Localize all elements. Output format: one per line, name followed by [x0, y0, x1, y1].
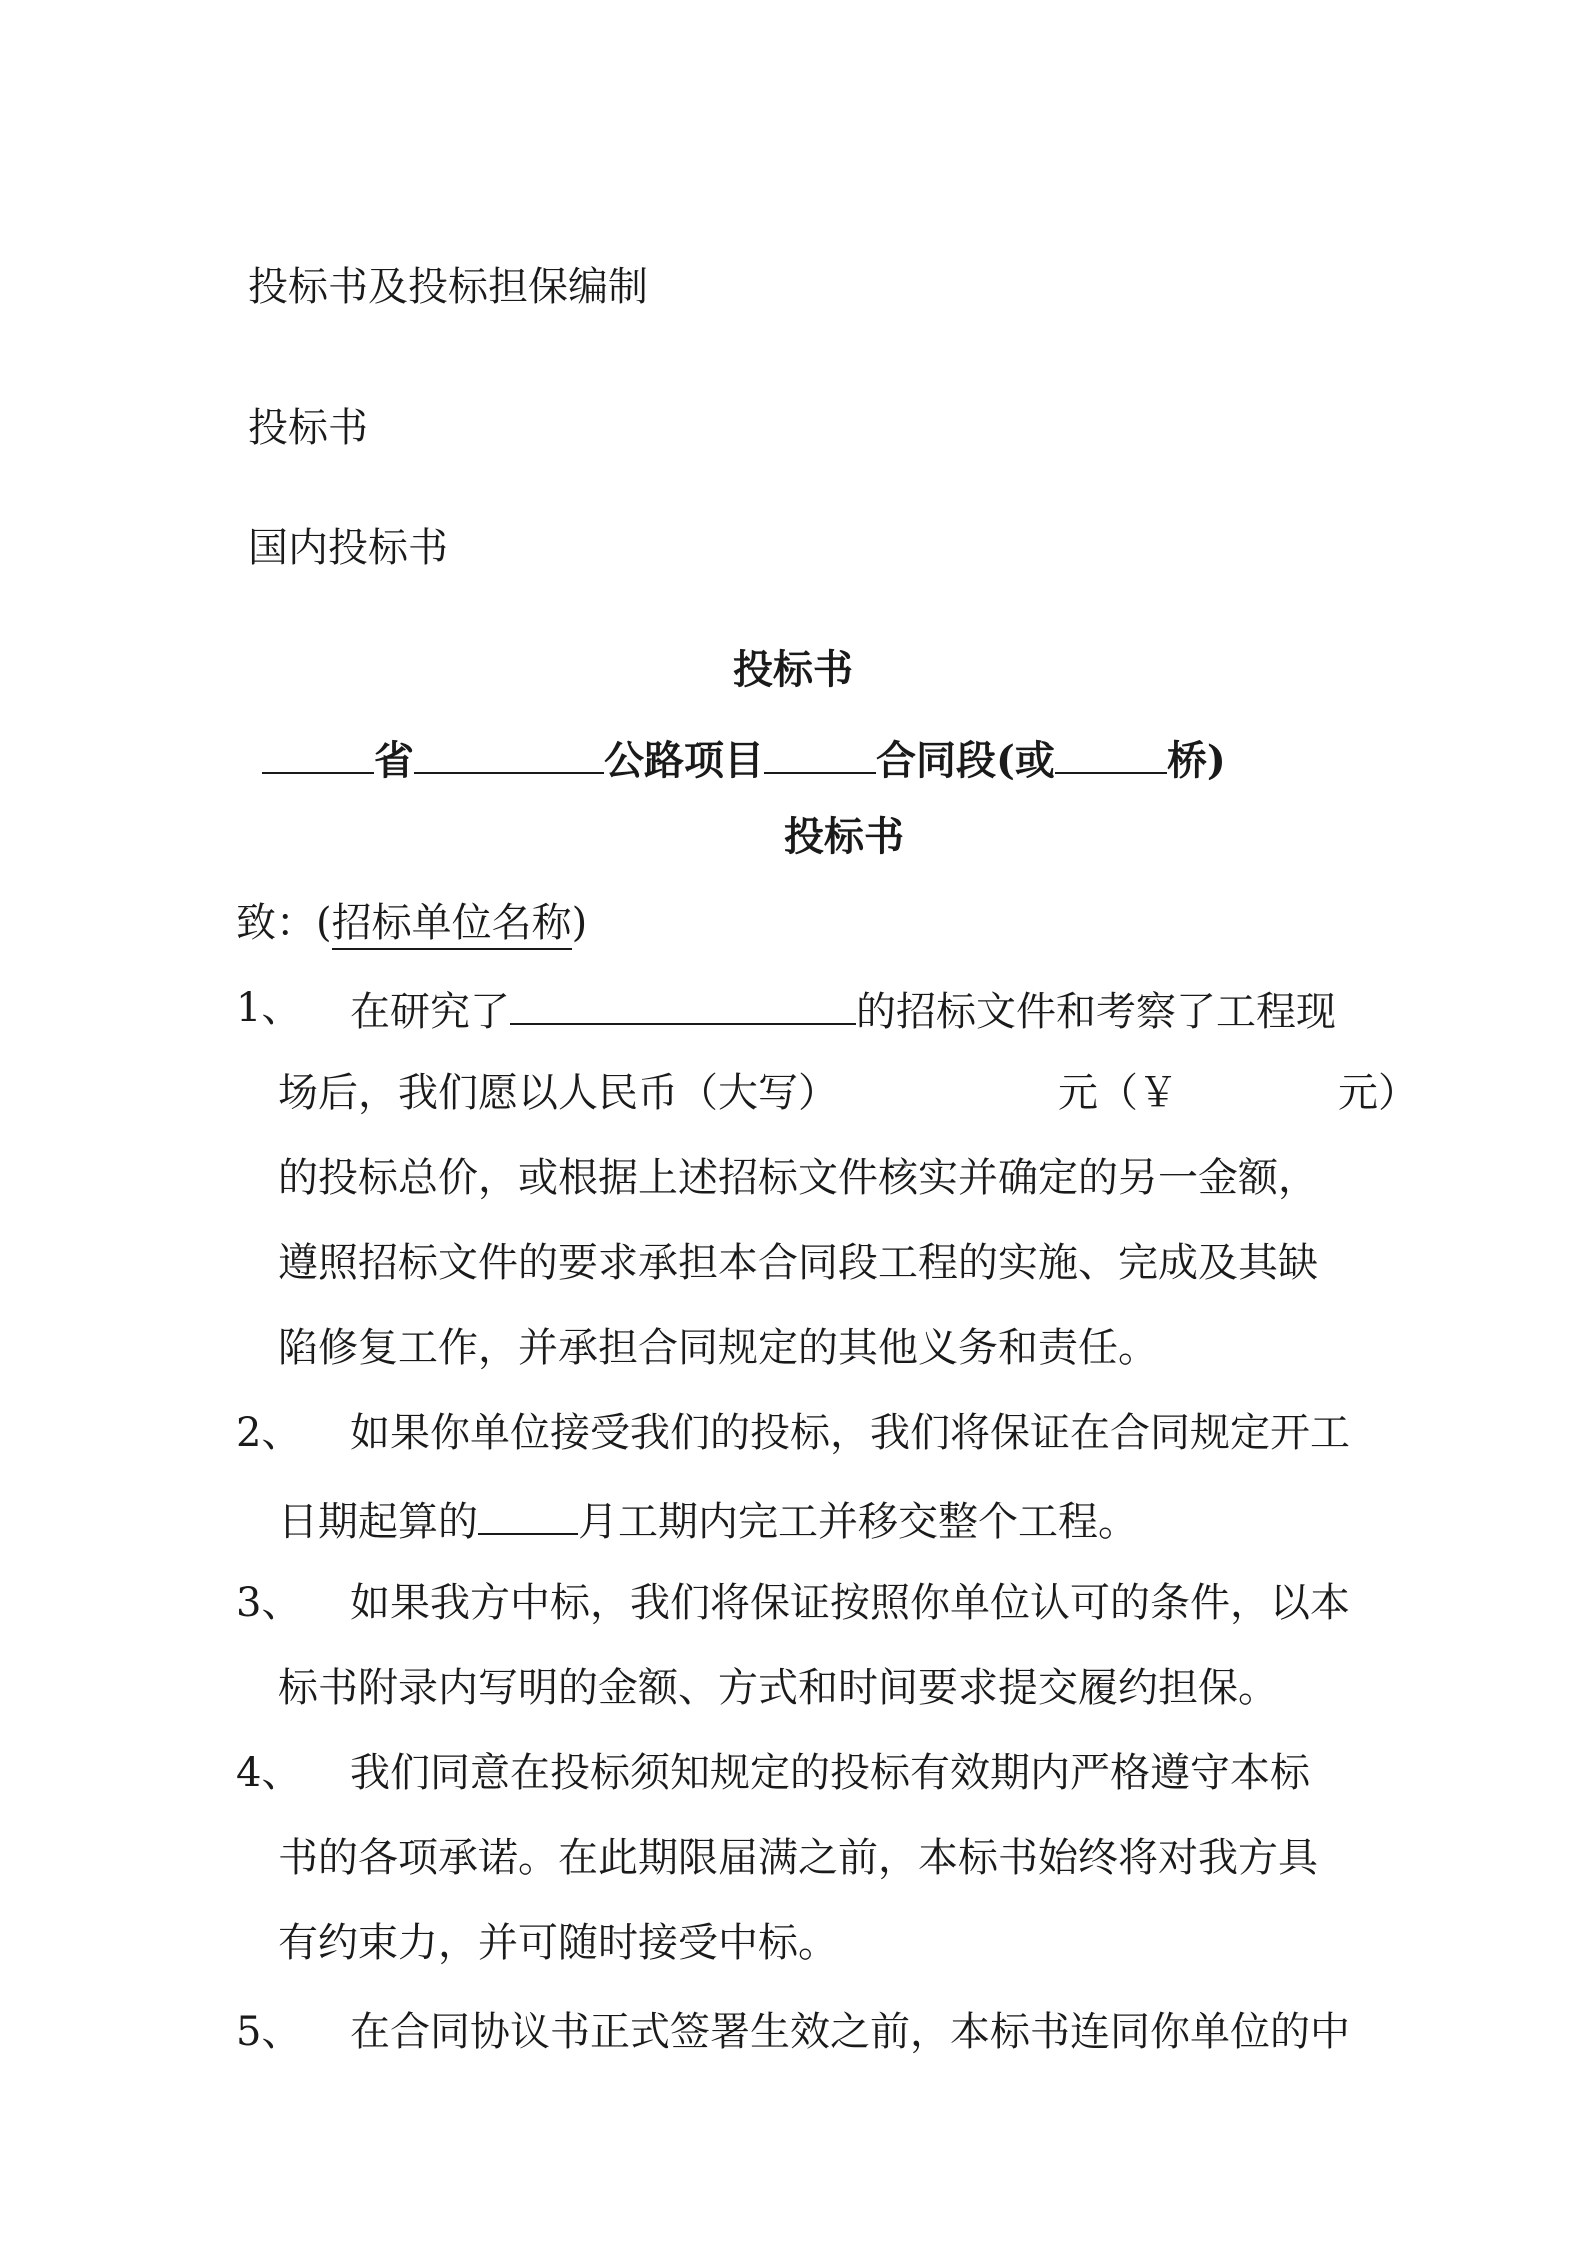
- item-4-line-1: 我们同意在投标须知规定的投标有效期内严格遵守本标: [350, 1750, 1310, 1796]
- item-3-number: 3、: [236, 1580, 302, 1626]
- item-4-line-2: 书的各项承诺。在此期限届满之前，本标书始终将对我方具: [278, 1835, 1318, 1881]
- bridge-blank[interactable]: [1055, 732, 1167, 774]
- addressee-suffix: ): [571, 900, 588, 946]
- item-2-text-a: 日期起算的: [278, 1499, 478, 1545]
- item-5-line-1: 在合同协议书正式签署生效之前，本标书连同你单位的中: [350, 2009, 1350, 2055]
- item-1-line-3: 的投标总价，或根据上述招标文件核实并确定的另一金额，: [278, 1155, 1318, 1201]
- tender-name-blank[interactable]: [510, 983, 856, 1025]
- item-1-line-5: 陷修复工作，并承担合同规定的其他义务和责任。: [278, 1325, 1158, 1371]
- heading-bid-book: 投标书: [248, 405, 368, 451]
- item-3-line-1: 如果我方中标，我们将保证按照你单位认可的条件，以本: [350, 1580, 1350, 1626]
- document-title: 投标书: [733, 646, 853, 693]
- item-5-number: 5、: [236, 2009, 302, 2055]
- province-blank[interactable]: [262, 732, 374, 774]
- item-2-text-b: 月工期内完工并移交整个工程。: [578, 1499, 1138, 1545]
- bridge-label: 桥): [1166, 737, 1226, 784]
- item-2-number: 2、: [236, 1410, 302, 1456]
- project-blank[interactable]: [414, 732, 604, 774]
- section-blank[interactable]: [764, 732, 876, 774]
- heading-domestic-bid: 国内投标书: [248, 525, 448, 571]
- item-3-line-2: 标书附录内写明的金额、方式和时间要求提交履约担保。: [278, 1665, 1278, 1711]
- project-line: [262, 732, 1226, 786]
- item-4-line-3: 有约束力，并可随时接受中标。: [278, 1920, 838, 1966]
- addressee-prefix: 致：(: [236, 900, 332, 946]
- item-2-line-2: [278, 1493, 1368, 1547]
- section-label: 合同段(或: [876, 737, 1055, 784]
- province-label: 省: [374, 737, 414, 784]
- item-1-line-4: 遵照招标文件的要求承担本合同段工程的实施、完成及其缺: [278, 1240, 1318, 1286]
- item-1-number: 1、: [236, 985, 302, 1031]
- item-1-text-a: 在研究了: [350, 989, 510, 1035]
- addressee-name: 招标单位名称: [332, 900, 572, 950]
- heading-bid-guarantee: 投标书及投标担保编制: [248, 264, 648, 310]
- item-1-amount-words: 场后，我们愿以人民币（大写）: [278, 1070, 838, 1116]
- item-1-amount-end: 元）: [1338, 1070, 1418, 1116]
- road-project-label: 公路项目: [604, 737, 764, 784]
- item-2-line-1: 如果你单位接受我们的投标，我们将保证在合同规定开工: [350, 1410, 1350, 1456]
- item-1-line-1: [350, 983, 1360, 1037]
- addressee: [236, 898, 587, 948]
- item-1-line-2: [278, 1068, 1418, 1118]
- item-4-number: 4、: [236, 1750, 302, 1796]
- item-1-text-b: 的招标文件和考察了工程现: [856, 989, 1336, 1035]
- item-1-amount-figure: 元（￥: [1058, 1070, 1178, 1116]
- document-subtitle: 投标书: [784, 813, 904, 860]
- months-blank[interactable]: [478, 1493, 578, 1535]
